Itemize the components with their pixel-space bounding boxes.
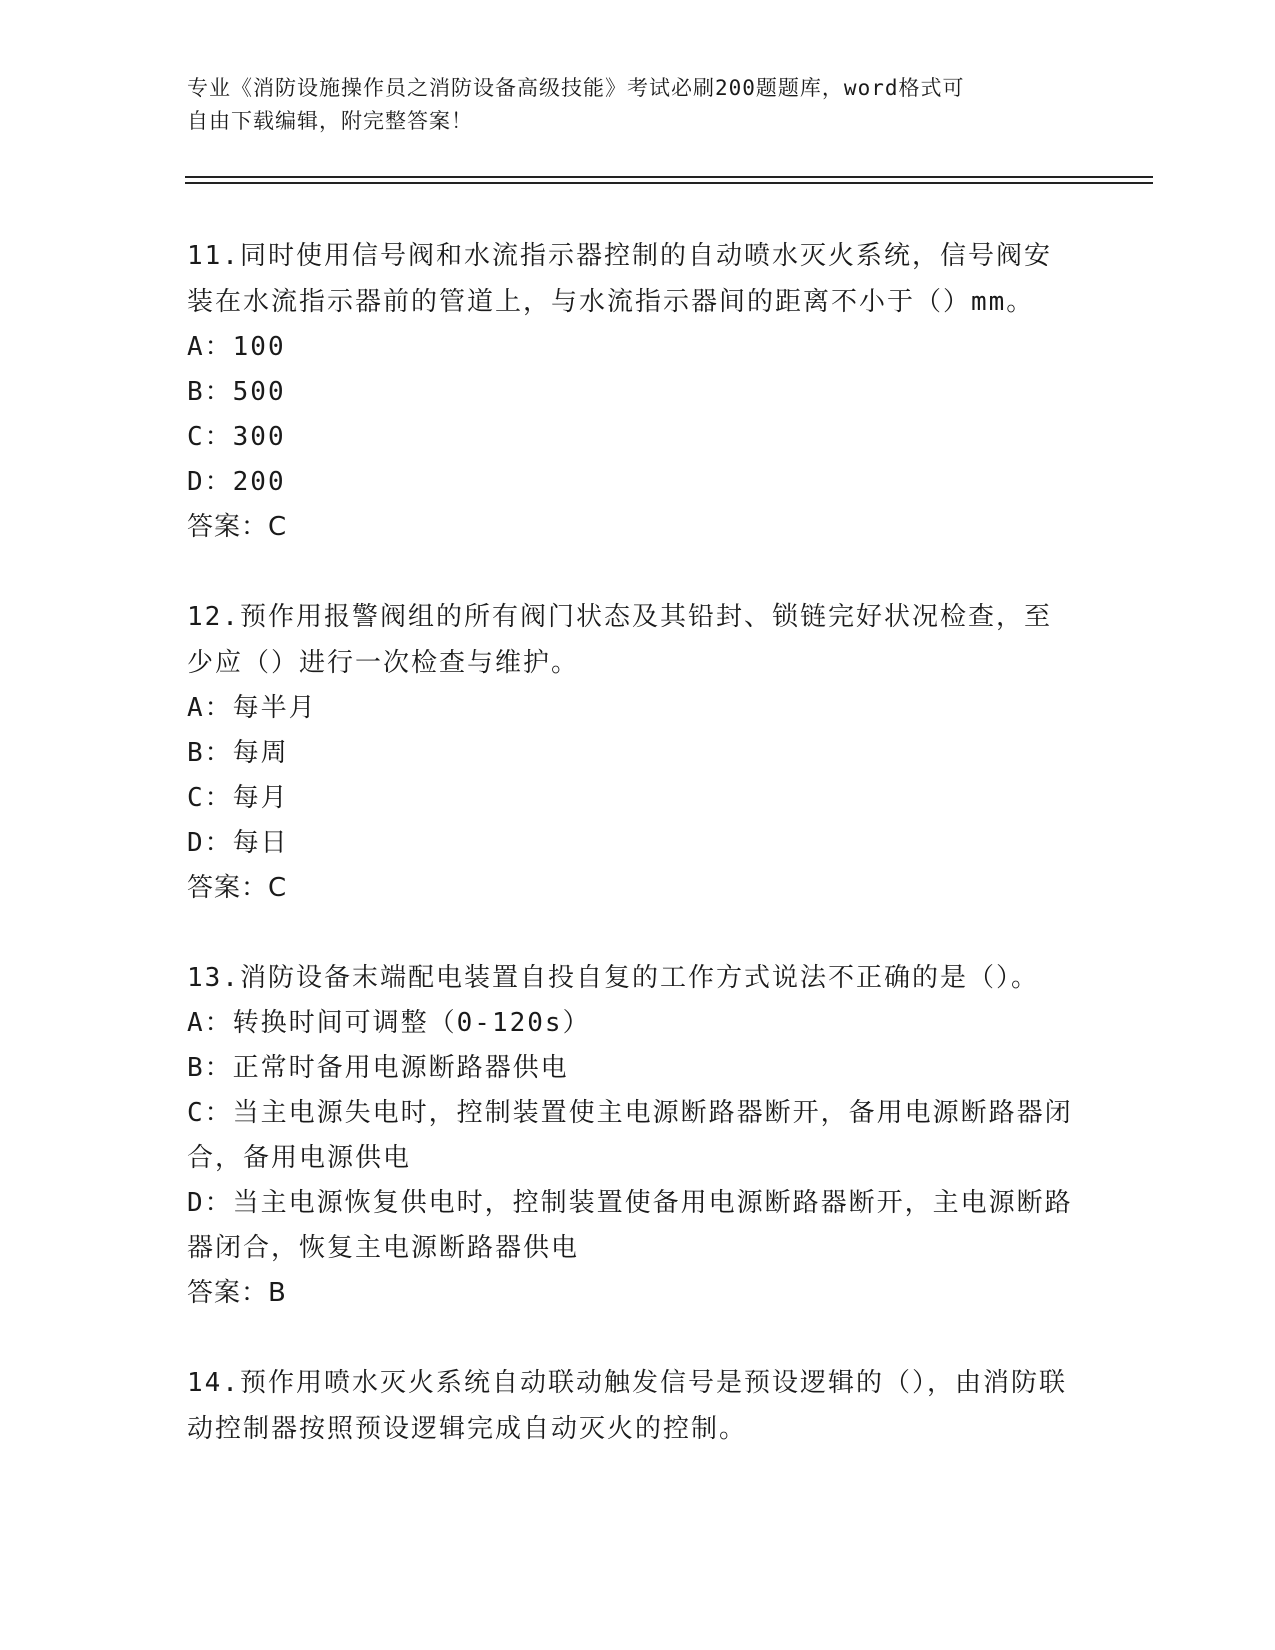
question-list: [187, 233, 1077, 1496]
question-13: [187, 955, 1077, 1316]
answer-line: 答案：C: [187, 512, 288, 542]
document-header: [187, 72, 1067, 138]
option-c: C：当主电源失电时，控制装置使主电源断路器断开，备用电源断路器闭合，备用电源供电: [187, 1098, 1073, 1173]
header-line-1: 专业《消防设施操作员之消防设备高级技能》考试必刷200题题库，word格式可: [187, 76, 965, 100]
answer-line: 答案：B: [187, 1278, 287, 1308]
question-12: [187, 594, 1077, 911]
option-b: B：正常时备用电源断路器供电: [187, 1053, 569, 1083]
option-d: D：当主电源恢复供电时，控制装置使备用电源断路器断开，主电源断路器闭合，恢复主电源断路器供电: [187, 1188, 1073, 1263]
option-c: C：每月: [187, 783, 289, 813]
answer-line: 答案：C: [187, 873, 288, 903]
header-divider-top: [185, 176, 1153, 178]
option-d: D：200: [187, 467, 286, 497]
option-b: B：每周: [187, 738, 289, 768]
question-text: 13.消防设备末端配电装置自投自复的工作方式说法不正确的是（）。: [187, 963, 1039, 993]
question-11: [187, 233, 1077, 550]
question-text: 11.同时使用信号阀和水流指示器控制的自动喷水灭火系统，信号阀安装在水流指示器前的管道上，与水流指示器间的距离不小于（）mm。: [187, 241, 1052, 317]
header-line-2: 自由下载编辑，附完整答案！: [187, 109, 473, 133]
option-d: D：每日: [187, 828, 289, 858]
option-c: C：300: [187, 422, 286, 452]
option-a: A：100: [187, 332, 286, 362]
header-divider-bottom: [185, 182, 1153, 184]
question-14: [187, 1360, 1077, 1452]
question-text: 12.预作用报警阀组的所有阀门状态及其铅封、锁链完好状况检查，至少应（）进行一次检查与维护。: [187, 602, 1052, 678]
option-b: B：500: [187, 377, 286, 407]
option-a: A：每半月: [187, 693, 317, 723]
option-a: A：转换时间可调整（0-120s）: [187, 1008, 591, 1038]
question-text: 14.预作用喷水灭火系统自动联动触发信号是预设逻辑的（），由消防联动控制器按照预设逻辑完成自动灭火的控制。: [187, 1368, 1067, 1444]
